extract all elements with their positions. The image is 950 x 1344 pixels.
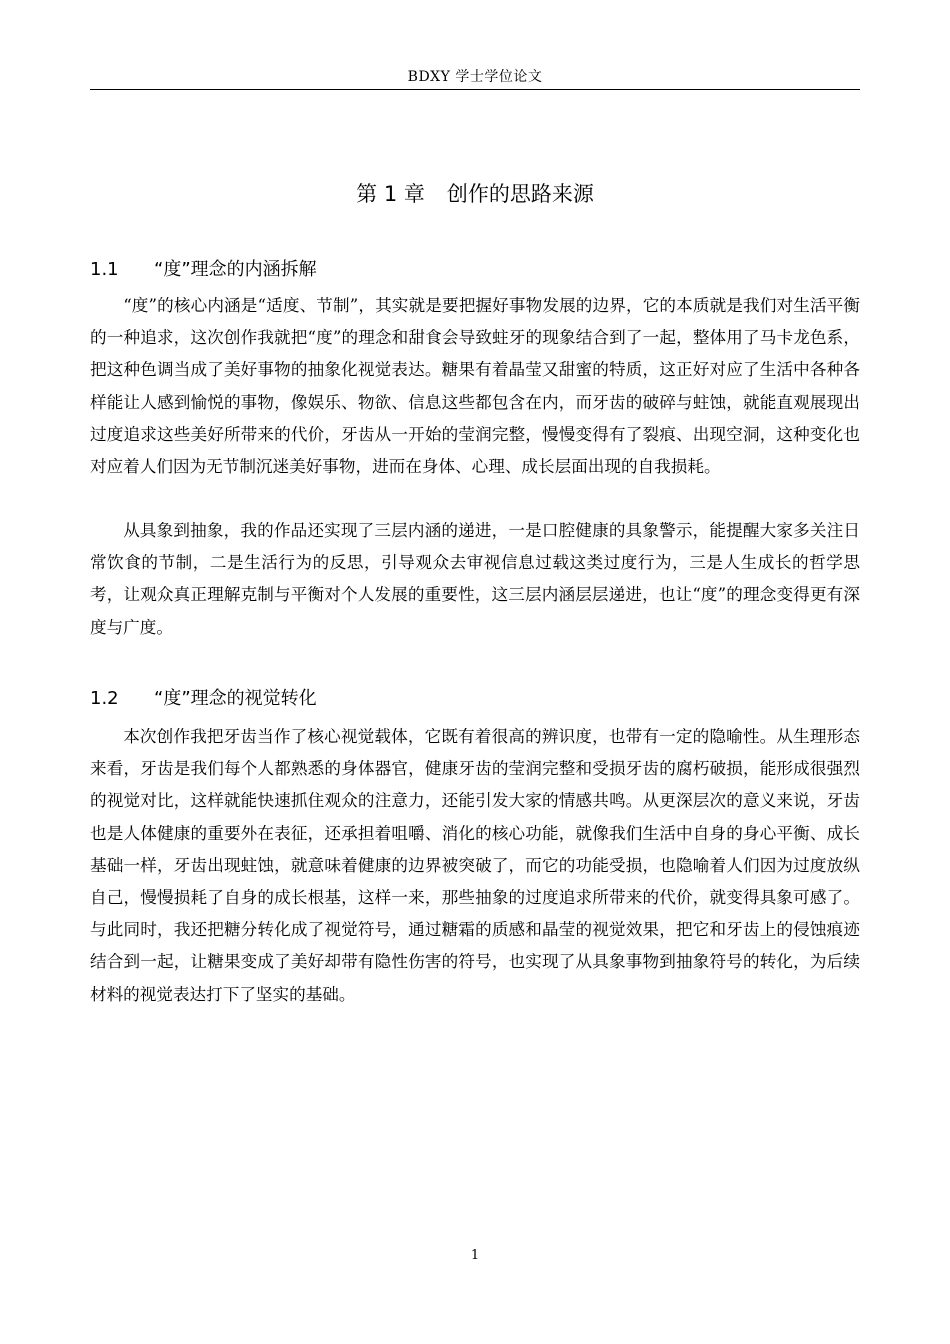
header-divider bbox=[90, 89, 860, 90]
chapter-title bbox=[0, 178, 950, 208]
page-number: 1 bbox=[470, 1248, 480, 1263]
paragraph: 本次创作我把牙齿当作了核心视觉载体，它既有着很高的辨识度，也带有一定的隐喻性。从生理形态来看，牙齿是我们每个人都熟悉的身体器官，健康牙齿的莹润完整和受损牙齿的腐朽破损，能形成很强烈的视觉对比，这样就能快速抓住观众的注意力，还能引发大家的情感共鸣。从更深层次的意义来说，牙齿也是人体健康的重要外在表征，还承担着咀嚼、消化的核心功能，就像我们生活中自身的身心平衡、成长基础一样，牙齿出现蛀蚀，就意味着健康的边界被突破了，而它的功能受损，也隐喻着人们因为过度放纵自己，慢慢损耗了自身的成长根基，这样一来，那些抽象的过度追求所带来的代价，就变得具象可感了。与此同时，我还把糖分转化成了视觉符号，通过糖霜的质感和晶莹的视觉效果，把它和牙齿上的侵蚀痕迹结合到一起，让糖果变成了美好却带有隐性伤害的符号，也实现了从具象事物到抽象符号的转化，为后续材料的视觉表达打下了坚实的基础。 bbox=[90, 727, 860, 1004]
section-number: 1.2 bbox=[90, 688, 119, 709]
section-heading-1-2 bbox=[90, 684, 317, 710]
section-heading-1-1 bbox=[90, 255, 317, 281]
paragraph: 从具象到抽象，我的作品还实现了三层内涵的递进，一是口腔健康的具象警示，能提醒大家多关注日常饮食的节制，二是生活行为的反思，引导观众去审视信息过载这类过度行为，三是人生成长的哲学思考，让观众真正理解克制与平衡对个人发展的重要性，这三层内涵层层递进，也让“度”的理念变得更有深度与广度。 bbox=[90, 521, 860, 637]
paragraph: “度”的核心内涵是“适度、节制”，其实就是要把握好事物发展的边界，它的本质就是我们对生活平衡的一种追求，这次创作我就把“度”的理念和甜食会导致蛀牙的现象结合到了一起，整体用了马卡龙色系，把这种色调当成了美好事物的抽象化视觉表达。糖果有着晶莹又甜蜜的特质，这正好对应了生活中各种各样能让人感到愉悦的事物，像娱乐、物欲、信息这些都包含在内，而牙齿的破碎与蛀蚀，就能直观展现出过度追求这些美好所带来的代价，牙齿从一开始的莹润完整，慢慢变得有了裂痕、出现空洞，这种变化也对应着人们因为无节制沉迷美好事物，进而在身体、心理、成长层面出现的自我损耗。 bbox=[90, 296, 860, 477]
running-header: BDXY 学士学位论文 bbox=[407, 69, 543, 85]
section-title: “度”理念的视觉转化 bbox=[154, 688, 317, 709]
section-title: “度”理念的内涵拆解 bbox=[154, 259, 317, 280]
chapter-name: 创作的思路来源 bbox=[446, 182, 594, 206]
section-number: 1.1 bbox=[90, 259, 119, 280]
chapter-number: 第 1 章 bbox=[356, 182, 425, 206]
